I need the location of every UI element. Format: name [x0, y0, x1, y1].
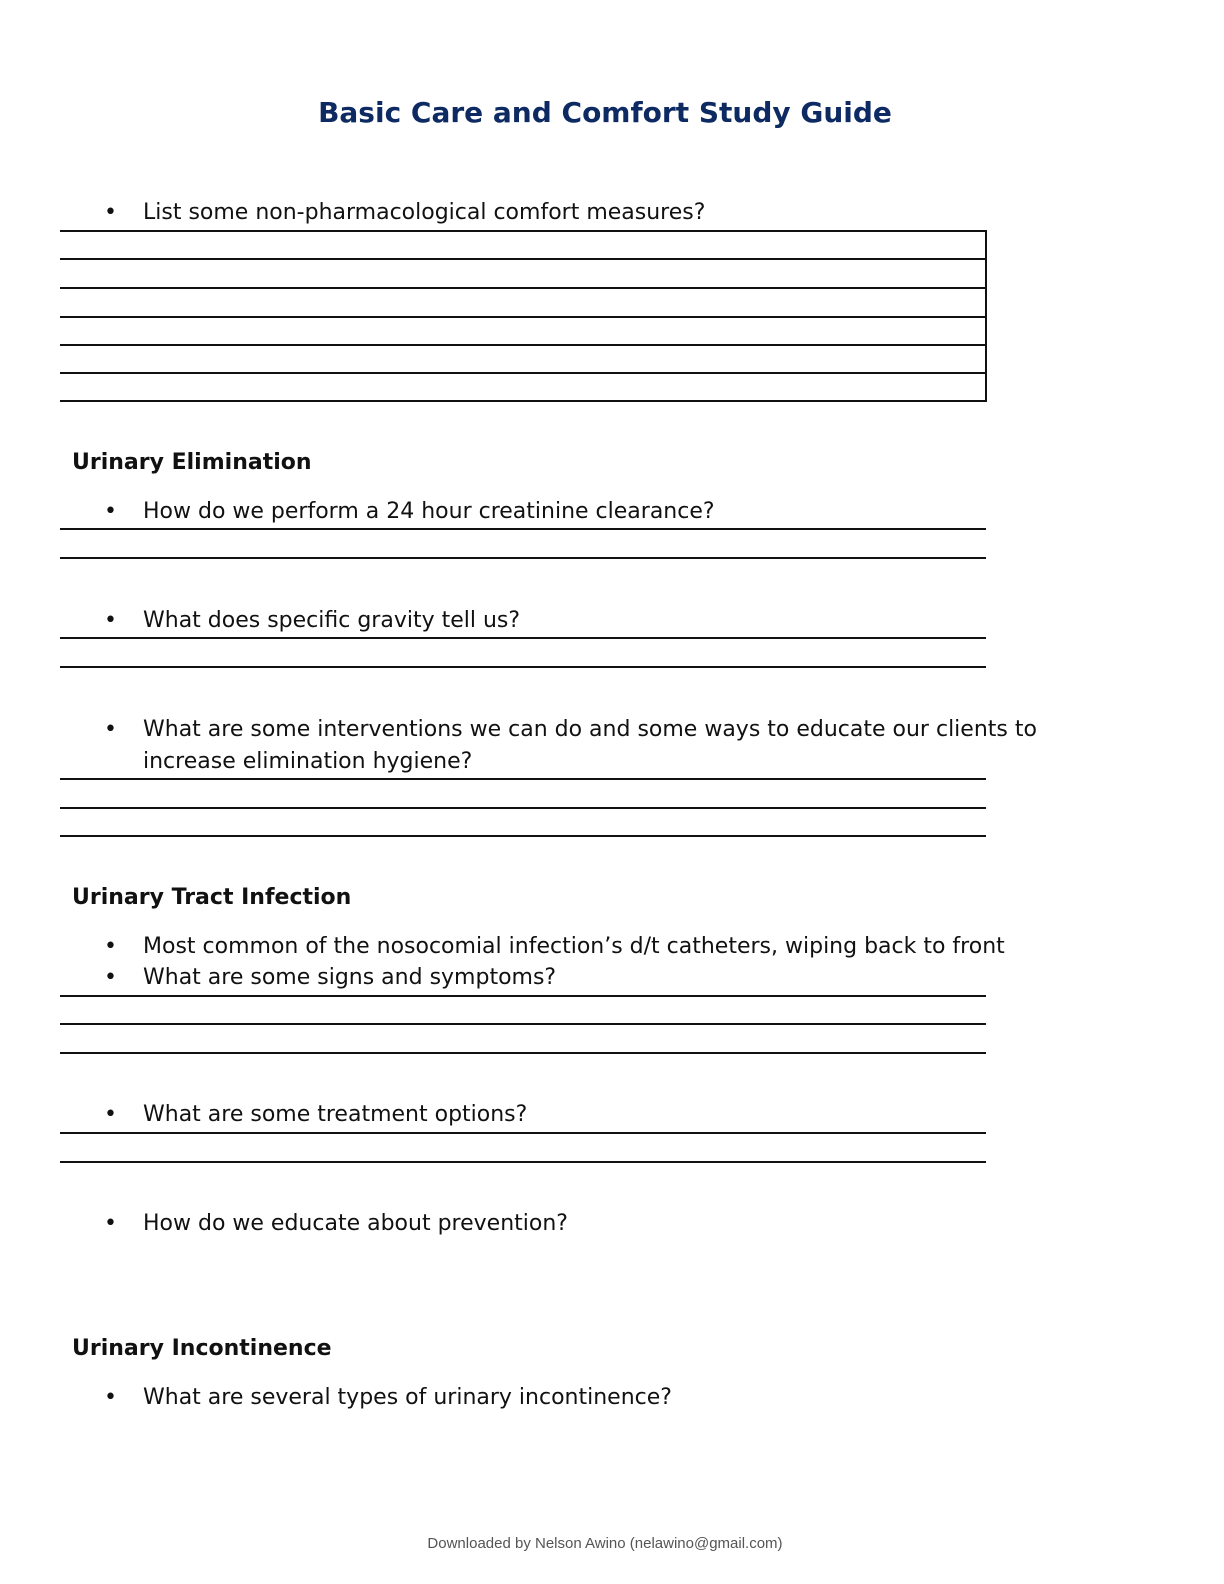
- question-specific-gravity: What does specific gravity tell us?: [143, 608, 521, 633]
- section-heading-urinary-incontinence: Urinary Incontinence: [72, 1336, 332, 1361]
- answer-line[interactable]: [60, 807, 986, 809]
- question-comfort-measures: List some non-pharmacological comfort measures?: [143, 200, 706, 225]
- bullet: •: [104, 499, 117, 524]
- answer-line[interactable]: [60, 1023, 986, 1025]
- page-title: Basic Care and Comfort Study Guide: [318, 96, 892, 129]
- question-prevention: How do we educate about prevention?: [143, 1211, 568, 1236]
- answer-line[interactable]: [60, 1052, 986, 1054]
- answer-line[interactable]: [60, 230, 986, 232]
- answer-line[interactable]: [60, 1132, 986, 1134]
- question-signs-symptoms: What are some signs and symptoms?: [143, 965, 557, 990]
- question-creatinine-clearance: How do we perform a 24 hour creatinine clearance?: [143, 499, 715, 524]
- answer-box-border: [985, 230, 987, 402]
- answer-line[interactable]: [60, 528, 986, 530]
- answer-line[interactable]: [60, 995, 986, 997]
- download-footer: Downloaded by Nelson Awino (nelawino@gmail.com): [427, 1535, 783, 1552]
- bullet: •: [104, 1102, 117, 1127]
- bullet: •: [104, 717, 117, 742]
- answer-line[interactable]: [60, 258, 986, 260]
- answer-line[interactable]: [60, 1161, 986, 1163]
- bullet: •: [104, 934, 117, 959]
- answer-line[interactable]: [60, 400, 986, 402]
- question-elimination-hygiene: What are some interventions we can do and some ways to educate our clients to increase elimination hygiene?: [143, 717, 1037, 774]
- answer-line[interactable]: [60, 344, 986, 346]
- bullet: •: [104, 1385, 117, 1410]
- answer-line[interactable]: [60, 287, 986, 289]
- note-nosocomial: Most common of the nosocomial infection’s d/t catheters, wiping back to front: [143, 934, 1005, 959]
- section-heading-urinary-elimination: Urinary Elimination: [72, 450, 312, 475]
- answer-line[interactable]: [60, 835, 986, 837]
- answer-line[interactable]: [60, 372, 986, 374]
- question-treatment: What are some treatment options?: [143, 1102, 528, 1127]
- answer-line[interactable]: [60, 666, 986, 668]
- bullet: •: [104, 200, 117, 225]
- bullet: •: [104, 608, 117, 633]
- answer-line[interactable]: [60, 778, 986, 780]
- answer-line[interactable]: [60, 637, 986, 639]
- bullet: •: [104, 1211, 117, 1236]
- answer-line[interactable]: [60, 557, 986, 559]
- bullet: •: [104, 965, 117, 990]
- answer-line[interactable]: [60, 316, 986, 318]
- section-heading-uti: Urinary Tract Infection: [72, 885, 352, 910]
- question-incontinence-types: What are several types of urinary incontinence?: [143, 1385, 672, 1410]
